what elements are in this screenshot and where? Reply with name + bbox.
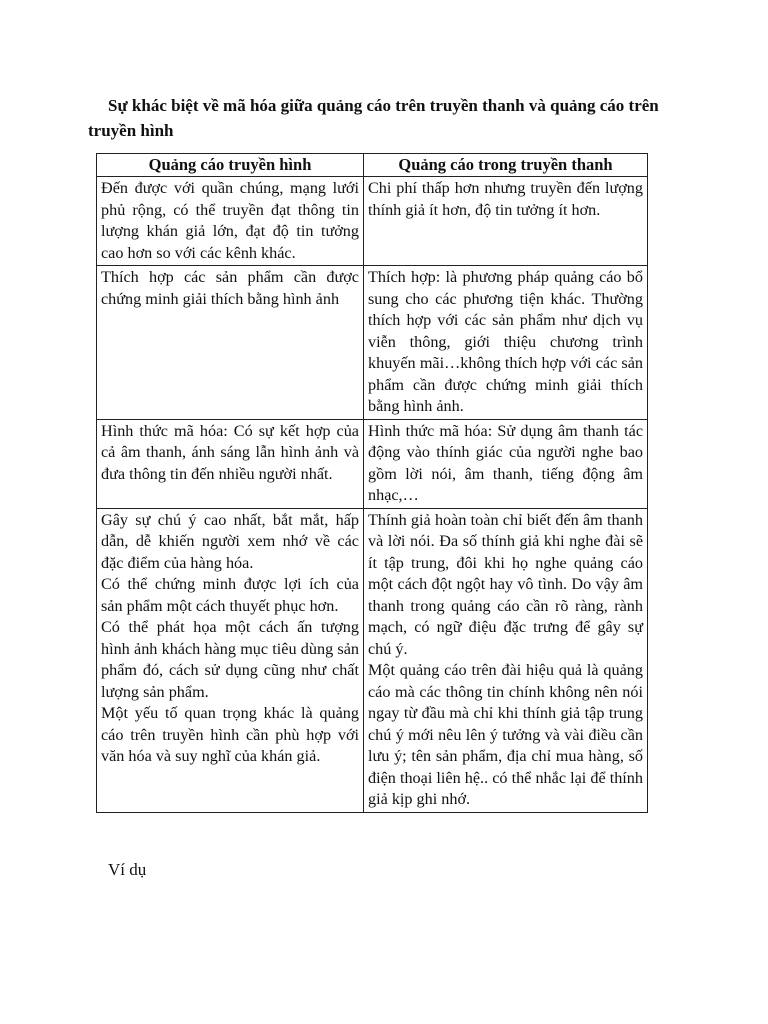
table-row (97, 419, 648, 508)
tv-cell (97, 508, 364, 812)
tv-cell (97, 177, 364, 266)
table-row (97, 177, 648, 266)
column-header-tv: Quảng cáo truyền hình (97, 154, 364, 177)
cell-paragraph: Một quảng cáo trên đài hiệu quả là quảng cáo mà các thông tin chính không nên nói ngay từ đầu mà chỉ khi thính giả tập trung chú ý mới nêu lên ý tưởng và vài điều cần lưu ý; tên sản phẩm, địa chỉ mua hàng, số điện thoại liên hệ.. có thể nhắc lại để thính giả kịp ghi nhớ. (368, 661, 643, 808)
cell-paragraph: Gây sự chú ý cao nhất, bắt mắt, hấp dẫn, dễ khiến người xem nhớ về các đặc điểm của hàng hóa. (101, 510, 359, 572)
tv-cell (97, 266, 364, 420)
example-label: Ví dụ (108, 860, 147, 879)
cell-paragraph: Chi phí thấp hơn nhưng truyền đến lượng thính giả ít hơn, độ tin tưởng ít hơn. (368, 179, 643, 219)
document-title: Sự khác biệt về mã hóa giữa quảng cáo trên truyền thanh và quảng cáo trên truyền hình (88, 96, 659, 140)
cell-paragraph: Hình thức mã hóa: Sử dụng âm thanh tác động vào thính giác của người nghe bao gồm lời nói, âm thanh, tiếng động âm nhạc,… (368, 421, 643, 504)
cell-paragraph: Một yếu tố quan trọng khác là quảng cáo trên truyền hình cần phù hợp với văn hóa và suy nghĩ của khán giả. (101, 704, 359, 765)
cell-paragraph: Thính giả hoàn toàn chỉ biết đến âm thanh và lời nói. Đa số thính giả khi nghe đài sẽ ít tập trung, đôi khi họ nghe quảng cáo một cách đột ngột hay vô tình. Do vậy âm thanh trong quảng cáo cần rõ ràng, rành mạch, có ngữ điệu đặc trưng để gây sự chú ý. (368, 510, 643, 658)
radio-cell (364, 266, 648, 420)
radio-cell (364, 177, 648, 266)
radio-cell (364, 508, 648, 812)
table-row (97, 266, 648, 420)
cell-paragraph: Đến được với quần chúng, mạng lưới phủ rộng, có thể truyền đạt thông tin lượng khán giả lớn, đạt độ tin tưởng cao hơn so với các kênh khác. (101, 179, 359, 262)
table-header-row (97, 154, 648, 177)
radio-cell (364, 419, 648, 508)
tv-cell (97, 419, 364, 508)
column-header-radio: Quảng cáo trong truyền thanh (364, 154, 648, 177)
comparison-table (96, 153, 648, 813)
cell-paragraph: Hình thức mã hóa: Có sự kết hợp của cả âm thanh, ánh sáng lẫn hình ảnh và đưa thông tin đến nhiều người nhất. (101, 421, 359, 483)
cell-paragraph: Có thể phát họa một cách ấn tượng hình ảnh khách hàng mục tiêu dùng sản phẩm đó, cách sử dụng cũng như chất lượng sản phẩm. (101, 618, 359, 701)
cell-paragraph: Thích hợp các sản phẩm cần được chứng minh giải thích bằng hình ảnh (101, 268, 359, 308)
cell-paragraph: Thích hợp: là phương pháp quảng cáo bổ sung cho các phương tiện khác. Thường thích hợp với các sản phẩm như dịch vụ viễn thông, giới thiệu chương trình khuyến mãi…không thích hợp với các sản phẩm cần được chứng minh giải thích bằng hình ảnh. (368, 268, 643, 415)
cell-paragraph: Có thể chứng minh được lợi ích của sản phẩm một cách thuyết phục hơn. (101, 575, 359, 615)
table-row (97, 508, 648, 812)
